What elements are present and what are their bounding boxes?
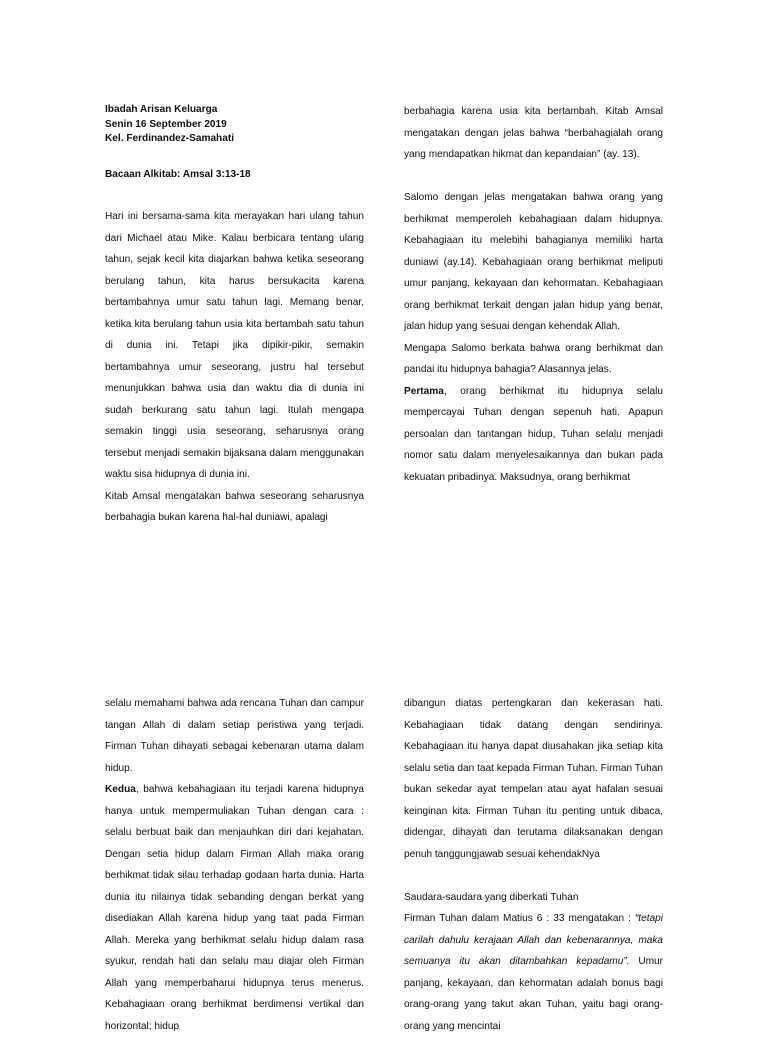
paragraph: dibangun diatas pertengkaran dan kekerasan hati. Kebahagiaan tidak datang dengan sendirinya. Kebahagiaan itu hanya dapat diusahakan jika setiap kita selalu setia dan taat kepada Firman Tuhan. Firman Tuhan bukan sekedar ayat tempelan atau ayat hafalan sesuai keinginan kita. Firman Tuhan itu penting untuk dibaca, didengar, dihayati dan terutama dilaksanakan dengan penuh tanggungjawab sesuai kehendakNya xyxy=(404,698,663,860)
document-header xyxy=(105,103,364,182)
paragraph: Kedua, bahwa kebahagiaan itu terjadi karena hidupnya hanya untuk mempermuliakan Tuhan dengan cara : selalu berbuat baik dan menjauhkan diri dari kejahatan. Dengan setia hidup dalam Firman Allah maka orang berhikmat tidak silau terhadap godaan harta dunia. Harta dunia itu nilainya tidak sebanding dengan berkat yang disediakan Allah karena hidup yang taat pada Firman Allah. Mereka yang berhikmat selalu hidup dalam rasa syukur, rendah hati dan selalu mau diajar oleh Firman Allah yang memperbaharui hidupnya terus menerus. Kebahagiaan orang berhikmat berdimensi vertikal dan horizontal; hidup xyxy=(105,784,364,1032)
paragraph: berbahagia karena usia kita bertambah. Kitab Amsal mengatakan dengan jelas bahwa “berbahagialah orang yang mendapatkan hikmat dan kepandaian” (ay. 13). xyxy=(404,106,663,160)
event-title: Ibadah Arisan Keluarga xyxy=(105,104,218,115)
bible-reading: Bacaan Alkitab: Amsal 3:13-18 xyxy=(105,168,251,180)
point-label: Pertama xyxy=(404,385,444,397)
page2-left-column xyxy=(105,693,364,1037)
paragraph: Salomo dengan jelas mengatakan bahwa orang yang berhikmat memperoleh kebahagiaan dalam hidupnya. Kebahagiaan itu melebihi bahagianya memiliki harta duniawi (ay.14). Kebahagiaan orang berhikmat meliputi umur panjang, kekayaan dan kehormatan. Kebahagiaan orang berhikmat terkait dengan jalan hidup yang benar, jalan hidup yang sesuai dengan kehendak Allah. xyxy=(404,192,663,332)
greeting-line: Saudara-saudara yang diberkati Tuhan xyxy=(404,891,579,903)
paragraph: selalu memahami bahwa ada rencana Tuhan dan campur tangan Allah di dalam setiap peristiwa yang terjadi. Firman Tuhan dihayati sebagai kebenaran utama dalam hidup. xyxy=(105,698,364,774)
page2-right-column xyxy=(404,693,663,1037)
paragraph: Mengapa Salomo berkata bahwa orang berhikmat dan pandai itu hidupnya bahagia? Alasannya jelas. xyxy=(404,342,663,375)
paragraph: Hari ini bersama-sama kita merayakan hari ulang tahun dari Michael atau Mike. Kalau berbicara tentang ulang tahun, sejak kecil kita diajarkan bahwa ketika seseorang berulang tahun, kita harus bersukacita karena bertambahnya umur satu tahun lagi. Memang benar, ketika kita berulang tahun usia kita bertambah satu tahun di dunia ini. Tetapi jika dipikir-pikir, semakin bertambahnya umur seseorang, justru hal tersebut menunjukkan bahwa usia dan waktu dia di dunia ini sudah berkurang satu tahun lagi. Itulah mengapa semakin tinggi usia seseorang, seharusnya orang tersebut menjadi semakin bijaksana dalam menggunakan waktu sisa hidupnya di dunia ini. xyxy=(105,211,364,480)
event-date: Senin 16 September 2019 xyxy=(105,118,227,130)
paragraph: Kitab Amsal mengatakan bahwa seseorang seharusnya berbahagia bukan karena hal-hal duniawi, apalagi xyxy=(105,490,364,523)
point-label: Kedua xyxy=(105,784,136,795)
page1-right-column xyxy=(404,101,663,488)
family-name: Kel. Ferdinandez-Samahati xyxy=(105,133,235,144)
paragraph: Pertama, orang berhikmat itu hidupnya selalu mempercayai Tuhan dengan sepenuh hati. Apapun persoalan dan tantangan hidup, Tuhan selalu menjadi nomor satu dalam menyelesaikannya dan bukan pada kekuatan pribadinya. Maksudnya, orang berhikmat xyxy=(404,385,663,483)
paragraph: Firman Tuhan dalam Matius 6 : 33 mengatakan : “tetapi carilah dahulu kerajaan Allah dan kebenarannya, maka semuanya itu akan ditambahkan kepadamu”. Umur panjang, kekayaan, dan kehormatan adalah bonus bagi orang-orang yang takut akan Tuhan, yaitu bagi orang-orang yang mencintai xyxy=(404,913,664,1032)
page1-left-column xyxy=(105,103,364,529)
scripture-quote: “tetapi carilah dahulu kerajaan Allah dan kebenarannya, maka semuanya itu akan ditambahkan kepadamu”. xyxy=(404,913,664,967)
